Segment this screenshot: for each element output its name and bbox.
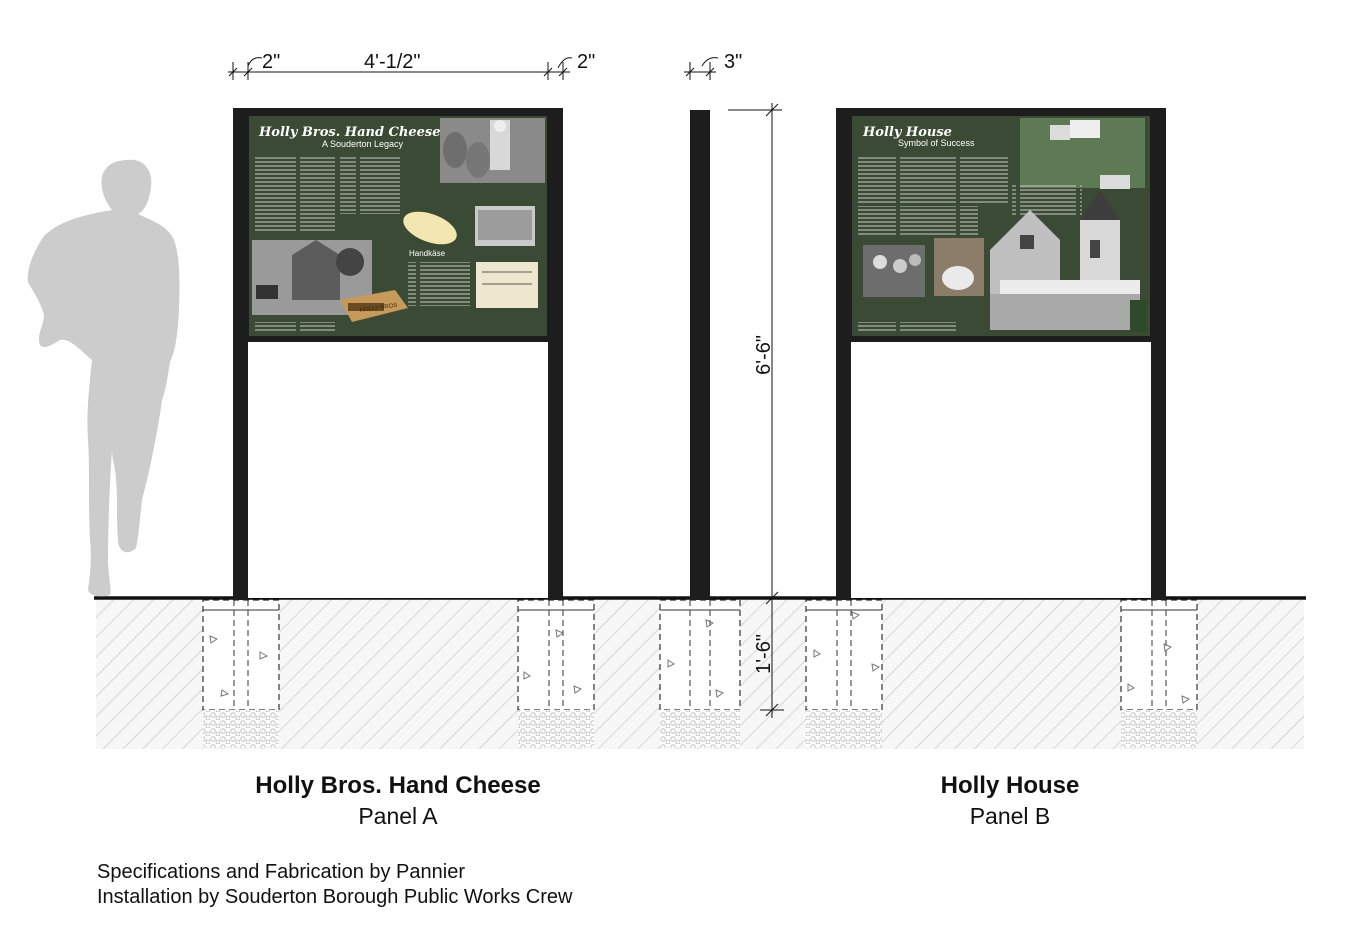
dim-depth-below: 1'-6" (753, 634, 775, 674)
credits-block (97, 860, 572, 910)
panel-a-sign-title: Holly Bros. Hand Cheese (259, 125, 441, 140)
footing-a-right (518, 600, 594, 748)
footing-side (660, 600, 740, 748)
panel-b-sign-subtitle: Symbol of Success (898, 138, 975, 148)
panel-b-sign-title: Holly House (863, 125, 952, 140)
dim-height-above: 6'-6" (753, 335, 775, 375)
credits-line-installation: Installation by Souderton Borough Public Works Crew (97, 886, 573, 908)
panel-a-crate-text: HOLLY BROS (359, 302, 398, 314)
dim-post-right: 2" (577, 51, 596, 73)
panel-a-lower-opening (248, 342, 548, 598)
side-view-post (690, 110, 710, 600)
dim-post-depth: 3" (724, 51, 743, 73)
panel-b-caption-title: Holly House (940, 772, 1080, 799)
footing-b-left (806, 600, 882, 748)
panel-b-caption (810, 771, 1210, 831)
person-silhouette (28, 160, 180, 597)
panel-a-caption-title: Holly Bros. Hand Cheese (255, 772, 541, 799)
panel-a-caption (198, 771, 598, 831)
dim-panel-width: 4'-1/2" (364, 51, 421, 73)
footing-b-right (1121, 600, 1197, 748)
panel-b-lower-opening (851, 342, 1151, 598)
dim-post-left: 2" (262, 51, 281, 73)
width-dimension-lines (228, 58, 718, 80)
panel-b-caption-sub: Panel B (969, 803, 1051, 829)
credits-line-fabrication: Specifications and Fabrication by Pannier (97, 861, 465, 883)
footing-a-left (203, 600, 279, 748)
panel-a-sign-heading: Handkäse (409, 249, 446, 258)
panel-a-sign-subtitle: A Souderton Legacy (322, 139, 404, 149)
panel-a-caption-sub: Panel A (358, 803, 438, 829)
